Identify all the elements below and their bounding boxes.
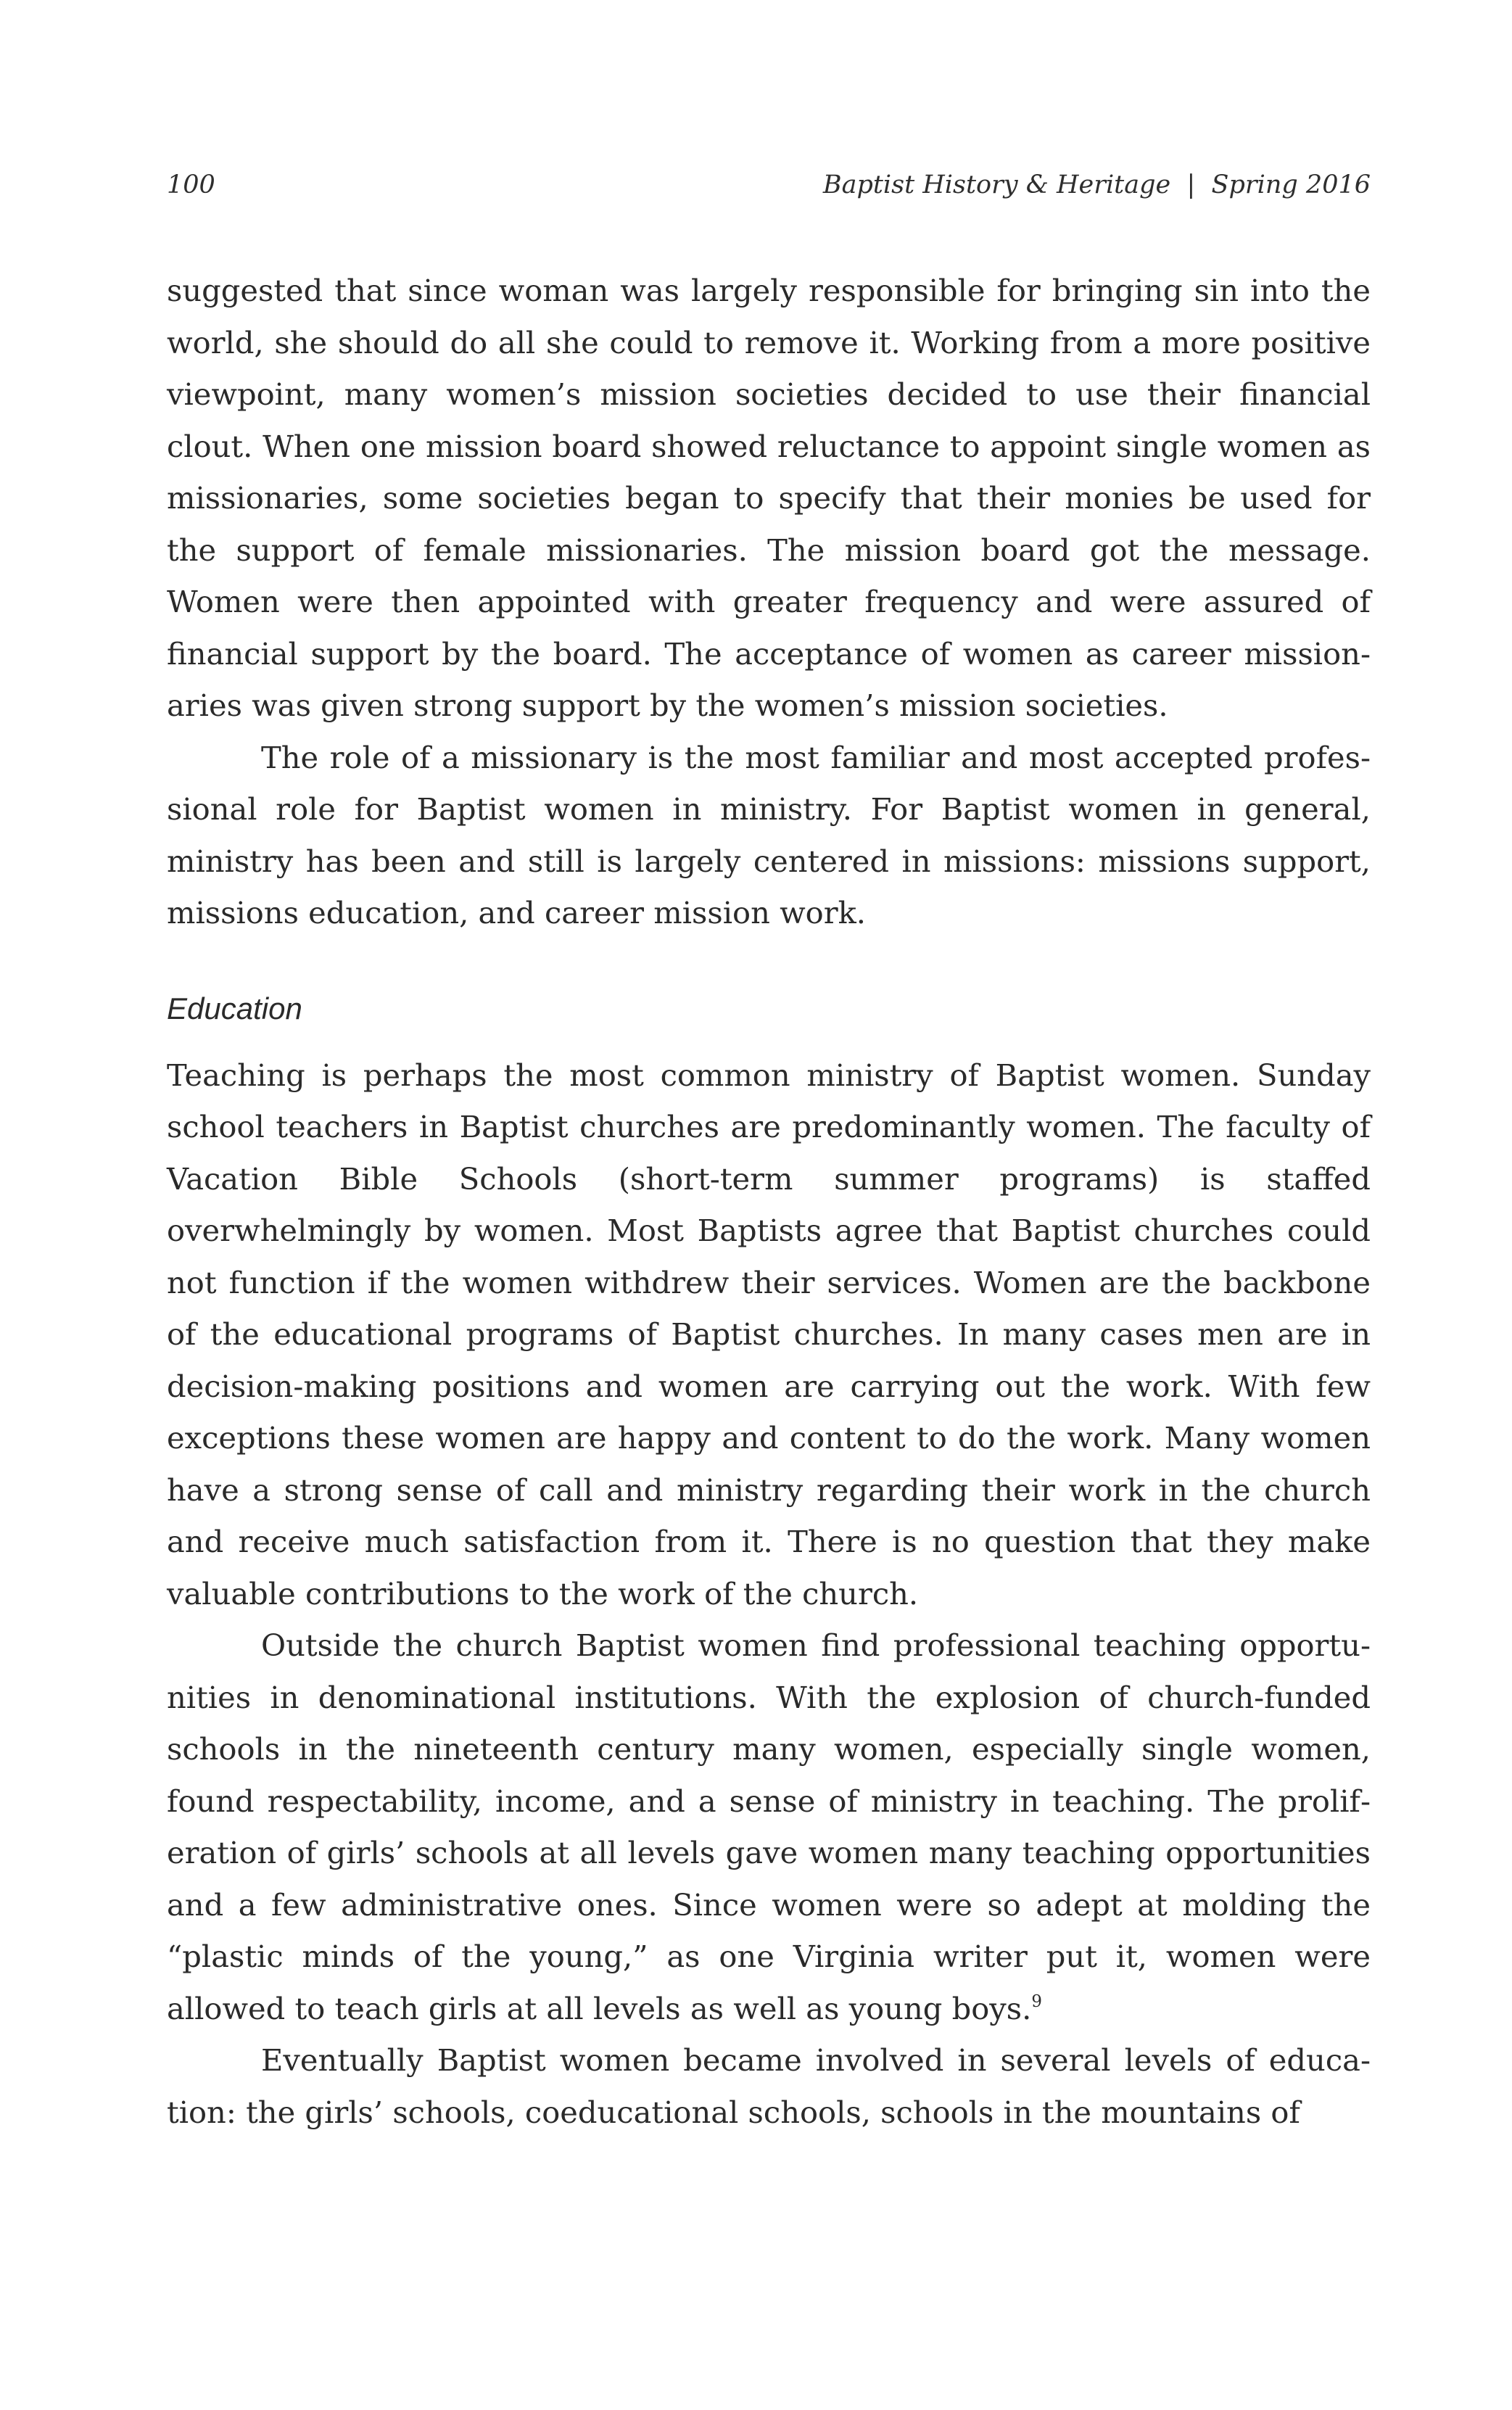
running-head	[167, 170, 1371, 214]
paragraph-with-footnote	[167, 1619, 1371, 2034]
header-separator: |	[1186, 170, 1196, 199]
body-text	[167, 265, 1371, 2138]
page-number: 100	[167, 170, 215, 199]
paragraph: Teaching is perhaps the most common ministry of Baptist women. Sunday school teachers in Baptist churches are predominantly women. The faculty of Vacation Bible Schools (short-term summer programs) is staffed overwhelmingly by women. Most Baptists agree that Baptist churches could not function if the women withdrew their services. Women are the backbone of the educational programs of Baptist churches. In many cases men are in decision-making positions and women are carrying out the work. With few exceptions these women are happy and content to do the work. Many women have a strong sense of call and ministry regarding their work in the church and receive much satisfaction from it. There is no question that they make valuable contributions to the work of the church.	[167, 1057, 1371, 1612]
section-heading: Education	[167, 991, 302, 1026]
issue-label: Spring 2016	[1211, 170, 1371, 199]
journal-issue-header	[823, 170, 1371, 199]
footnote-reference[interactable]: 9	[1031, 1992, 1042, 2011]
paragraph: Eventually Baptist women became involved in several levels of education: the girls’ schools, coeducational schools, schools in the mountains of	[167, 2042, 1371, 2130]
paragraph: The role of a missionary is the most familiar and most accepted professional role for Baptist women in ministry. For Baptist women in general, ministry has been and still is largely centered in missions: missions support, missions education, and career mission work.	[167, 739, 1371, 930]
journal-title: Baptist History & Heritage	[822, 170, 1171, 199]
paragraph-text: Outside the church Baptist women find professional teaching opportunities in denominational institutions. With the explosion of church-funded schools in the nineteenth century many women, especially single women, found respectability, income, and a sense of ministry in teaching. The proliferation of girls’ schools at all levels gave women many teaching opportunities and a few administrative ones. Since women were so adept at molding the “plastic minds of the young,” as one Virginia writer put it, women were allowed to teach girls at all levels as well as young boys.	[167, 1627, 1371, 2026]
book-page	[167, 170, 1371, 2138]
paragraph-continued: suggested that since woman was largely responsible for bringing sin into the world, she should do all she could to remove it. Working from a more positive viewpoint, many women’s mission societies decided to use their financial clout. When one mission board showed reluctance to appoint single women as missionaries, some societies began to specify that their monies be used for the support of female missionaries. The mission board got the message. Women were then appointed with greater frequency and were assured of financial support by the board. The acceptance of women as career missionaries was given strong support by the women’s mission societies.	[167, 273, 1371, 723]
